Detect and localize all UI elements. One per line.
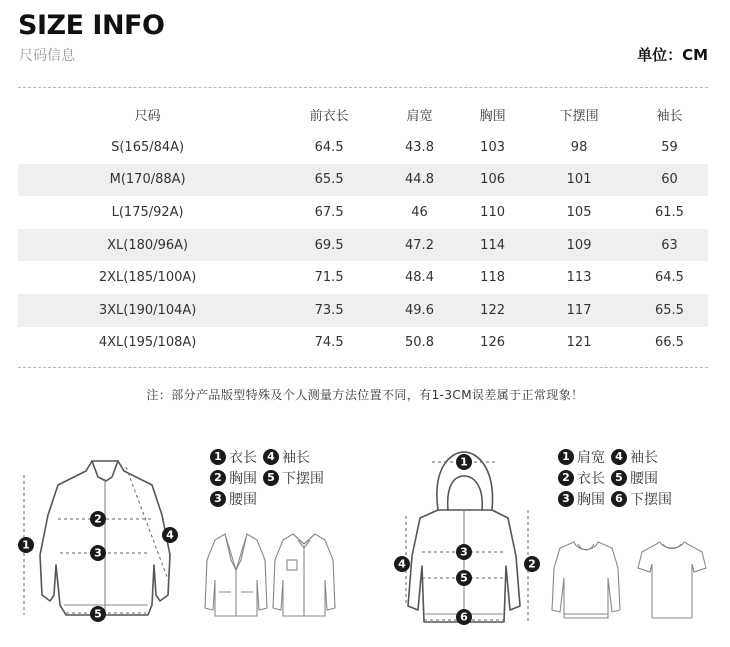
table-cell: 3XL(190/104A) [18,294,277,327]
table-cell: 63 [631,229,708,262]
table-cell: 109 [527,229,631,262]
top-divider [18,87,708,88]
table-cell: 44.8 [381,164,458,197]
table-cell: 64.5 [655,270,684,286]
column-header: 前衣长 [309,109,349,124]
hoodie-measure-diagram [392,446,547,636]
table-cell: 4XL(195/108A) [98,335,197,351]
table-row [18,131,708,164]
table-cell: 64.5 [314,139,344,155]
column-header: 袖长 [656,109,683,124]
legend-item [210,489,257,509]
table-row [18,327,708,360]
legend-left [210,446,330,509]
legend-label: 肩宽 [577,449,605,466]
column-header: 下摆围 [559,109,599,124]
svg-text:2: 2 [528,557,536,571]
table-cell: 126 [480,335,505,351]
blazer-icon [203,530,269,620]
table-cell: 61.5 [655,204,684,220]
column-header: 肩宽 [406,109,433,124]
column-header: 尺码 [134,109,161,124]
shirt-icon [271,530,337,620]
table-cell: 67.5 [314,204,344,220]
unit-label: 单位：CM [637,46,708,64]
table-cell: 46 [411,204,428,220]
hoodie-face-opening [448,476,483,510]
legend-item [611,447,658,467]
table-cell: 121 [566,335,592,351]
table-cell: L(175/92A) [111,204,184,220]
svg-text:2: 2 [94,512,102,526]
table-cell: 43.8 [405,139,434,155]
table-cell: 105 [566,204,592,220]
legend-label: 下摆围 [282,470,324,487]
table-cell: 2XL(185/100A) [98,270,197,286]
legend-label: 袖长 [630,449,658,466]
number-badge: 2 [558,470,574,486]
legend-label: 腰围 [630,470,658,487]
table-cell: 114 [458,229,527,262]
table-cell: 98 [570,139,588,155]
table-cell: 69.5 [277,229,381,262]
table-cell: 74.5 [314,335,344,351]
table-cell: 65.5 [277,164,381,197]
number-badge: 4 [263,449,279,465]
legend-item [558,447,605,467]
badge-2 [524,556,540,572]
column-header: 胸围 [479,109,506,124]
table-row [18,261,708,294]
size-table [18,98,708,359]
legend-item [611,489,672,509]
svg-text:1: 1 [22,538,30,552]
table-cell: 60 [631,164,708,197]
table-cell: 66.5 [655,335,684,351]
svg-text:5: 5 [460,571,468,585]
legend-item [263,468,324,488]
table-cell: 117 [527,294,631,327]
badge-2 [90,511,106,527]
number-badge: 6 [611,491,627,507]
table-cell: XL(180/96A) [18,229,277,262]
legend-label: 袖长 [282,449,310,466]
legend-label: 衣长 [577,470,605,487]
legend-label: 衣长 [229,449,257,466]
table-cell: M(170/88A) [18,164,277,197]
legend-item [210,468,257,488]
table-cell: 122 [458,294,527,327]
number-badge: 5 [611,470,627,486]
badge-3 [90,545,106,561]
page-subtitle: 尺码信息 [19,48,75,64]
table-row [18,229,708,262]
svg-text:4: 4 [166,528,174,542]
table-cell: 59 [661,139,678,155]
table-cell: 71.5 [314,270,344,286]
table-cell: 101 [527,164,631,197]
legend-label: 胸围 [577,491,605,508]
badge-4 [394,556,410,572]
svg-text:1: 1 [460,455,468,469]
table-cell: 110 [480,204,505,220]
svg-text:6: 6 [460,610,468,624]
number-badge: 1 [210,449,226,465]
jacket-measure-diagram [14,455,194,630]
legend-right [558,446,678,509]
bottom-divider [18,367,708,368]
badge-3 [456,544,472,560]
badge-5 [456,570,472,586]
number-badge: 3 [558,491,574,507]
legend-item [558,489,605,509]
table-cell: 73.5 [277,294,381,327]
badge-4 [162,527,178,543]
badge-1 [18,537,34,553]
table-header-row [18,98,708,131]
svg-text:3: 3 [94,546,102,560]
table-row [18,164,708,197]
svg-text:4: 4 [398,557,406,571]
table-cell: 50.8 [405,335,434,351]
page-title: SIZE INFO [18,10,165,41]
measurement-note: 注：部分产品版型特殊及个人测量方法位置不同，有1-3CM误差属于正常现象！ [146,388,584,402]
sweater-icon [550,538,622,622]
badge-6 [456,609,472,625]
table-cell: 65.5 [631,294,708,327]
badge-1 [456,454,472,470]
legend-label: 腰围 [229,491,257,508]
table-cell: 48.4 [405,270,434,286]
legend-label: 胸围 [229,470,257,487]
number-badge: 2 [210,470,226,486]
number-badge: 5 [263,470,279,486]
table-cell: 106 [458,164,527,197]
svg-text:5: 5 [94,607,102,621]
number-badge: 4 [611,449,627,465]
table-cell: 113 [566,270,592,286]
legend-item [558,468,605,488]
legend-item [263,447,310,467]
table-cell: 49.6 [381,294,458,327]
svg-text:3: 3 [460,545,468,559]
legend-label: 下摆围 [630,491,672,508]
legend-item [611,468,658,488]
badge-5 [90,606,106,622]
table-cell: 47.2 [381,229,458,262]
number-badge: 1 [558,449,574,465]
legend-item [210,447,257,467]
table-cell: 118 [480,270,505,286]
number-badge: 3 [210,491,226,507]
table-cell: 103 [480,139,505,155]
table-cell: S(165/84A) [111,139,185,155]
jacket-collar [92,461,118,481]
tshirt-icon [636,538,708,622]
table-row [18,294,708,327]
table-row [18,196,708,229]
